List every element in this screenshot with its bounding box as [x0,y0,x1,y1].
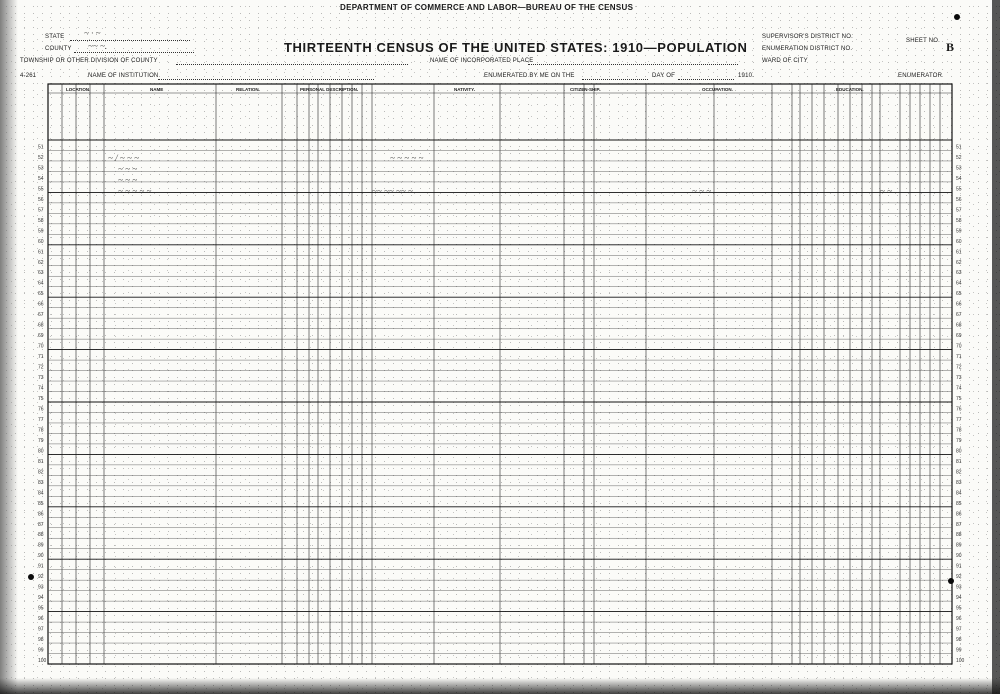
enumeration-district-label: ENUMERATION DISTRICT NO. [762,46,853,52]
row-number-right: 67 [956,312,962,319]
punch-hole [28,574,34,580]
row-number-left: 59 [38,228,44,235]
row-number-right: 58 [956,217,962,224]
row-number-left: 61 [38,249,44,256]
row-number-left: 89 [38,542,44,549]
section-personal: PERSONAL DESCRIPTION. [300,87,359,92]
row-number-left: 67 [38,312,44,319]
row-number-left: 76 [38,406,44,413]
department-line: DEPARTMENT OF COMMERCE AND LABOR—BUREAU OF THE CENSUS [340,3,634,12]
entry-row-1-nativity: ~ ~ ~ ~ ~ [390,153,424,163]
row-number-right: 88 [956,532,962,539]
row-number-left: 74 [38,385,44,392]
sheet-label: SHEET NO. [906,38,941,44]
row-number-left: 100 [38,658,47,664]
enumerated-label: ENUMERATED BY ME ON THE [484,73,575,79]
row-number-right: 76 [956,406,962,413]
entry-row-4-occupation: ~ ~ ~ [692,186,712,196]
row-number-left: 71 [38,354,44,361]
incorporated-place-label: NAME OF INCORPORATED PLACE [430,58,534,64]
row-number-left: 72 [38,364,44,371]
row-number-right: 63 [956,270,962,277]
row-number-left: 66 [38,301,44,308]
entry-row-3: ~ ~ ~ [118,175,138,185]
row-number-left: 58 [38,217,44,224]
row-number-left: 80 [38,448,44,455]
row-number-right: 99 [956,647,962,654]
entry-row-4: ~ ~ ~ ~ ~ [118,186,152,196]
institution-label: NAME OF INSTITUTION [88,73,159,79]
ward-label: WARD OF CITY [762,58,808,64]
row-number-left: 96 [38,616,44,623]
row-number-left: 51 [38,144,44,151]
row-number-left: 63 [38,270,44,277]
row-number-left: 57 [38,207,44,214]
entry-row-2: ~ ~ ~ [118,164,138,174]
row-number-left: 86 [38,511,44,518]
row-number-left: 91 [38,563,44,570]
scan-edge-left [0,0,18,694]
entry-row-4-education: ~ ~ [880,186,892,196]
section-nativity: NATIVITY. [454,87,475,92]
row-number-right: 71 [956,354,962,361]
row-number-right: 98 [956,637,962,644]
row-number-left: 60 [38,238,44,245]
row-number-right: 74 [956,385,962,392]
row-number-right: 73 [956,375,962,382]
punch-hole [948,578,954,584]
row-number-right: 61 [956,249,962,256]
row-number-right: 66 [956,301,962,308]
scan-edge-right [992,0,1000,694]
row-number-left: 87 [38,521,44,528]
row-number-left: 64 [38,280,44,287]
row-number-right: 65 [956,291,962,298]
state-handwriting: ~ · ~ [84,28,101,38]
entry-row-4-nativity: ~~ ~~ ~~ ~ [372,186,413,196]
row-number-right: 83 [956,479,962,486]
row-number-right: 95 [956,605,962,612]
row-number-left: 55 [38,186,44,193]
scan-edge-bottom [0,678,1000,694]
supervisor-district-label: SUPERVISOR'S DISTRICT NO. [762,34,853,40]
page-title: THIRTEENTH CENSUS OF THE UNITED STATES: 1910—POPULATION [284,40,748,55]
row-number-left: 82 [38,469,44,476]
county-label: COUNTY [45,46,72,52]
row-number-left: 90 [38,553,44,560]
row-number-left: 83 [38,479,44,486]
row-number-right: 85 [956,500,962,507]
row-number-left: 78 [38,427,44,434]
row-number-left: 88 [38,532,44,539]
section-relation: RELATION. [236,87,260,92]
row-number-right: 87 [956,521,962,528]
row-number-right: 77 [956,416,962,423]
punch-hole [954,14,960,20]
township-label: TOWNSHIP OR OTHER DIVISION OF COUNTY [20,58,158,64]
row-number-right: 81 [956,458,962,465]
form-number: 4-261 [20,73,37,79]
row-number-right: 53 [956,165,962,172]
row-number-right: 100 [956,658,965,664]
row-number-right: 89 [956,542,962,549]
row-number-right: 80 [956,448,962,455]
row-number-right: 54 [956,175,962,182]
county-handwriting: ~~ ~. [88,41,108,51]
row-number-left: 73 [38,375,44,382]
row-number-left: 68 [38,322,44,329]
row-number-left: 99 [38,647,44,654]
row-number-left: 97 [38,626,44,633]
row-number-right: 59 [956,228,962,235]
row-number-right: 52 [956,154,962,161]
row-number-right: 57 [956,207,962,214]
row-number-left: 94 [38,595,44,602]
year-label: 1910. [738,73,755,79]
row-number-right: 51 [956,144,962,151]
row-number-right: 64 [956,280,962,287]
enumerator-label: ENUMERATOR [898,73,943,79]
row-number-right: 90 [956,553,962,560]
section-citizenship: CITIZEN-SHIP. [570,87,601,92]
row-number-right: 93 [956,584,962,591]
row-number-right: 94 [956,595,962,602]
row-number-right: 56 [956,196,962,203]
row-number-right: 69 [956,333,962,340]
section-education: EDUCATION. [836,87,864,92]
row-number-right: 79 [956,437,962,444]
row-number-right: 60 [956,238,962,245]
row-number-right: 55 [956,186,962,193]
row-number-left: 65 [38,291,44,298]
day-label: DAY OF [652,73,675,79]
row-number-right: 97 [956,626,962,633]
row-number-right: 86 [956,511,962,518]
row-number-right: 84 [956,490,962,497]
row-number-left: 77 [38,416,44,423]
row-number-right: 68 [956,322,962,329]
row-number-right: 72 [956,364,962,371]
section-location: LOCATION. [66,87,91,92]
row-number-left: 81 [38,458,44,465]
row-number-left: 56 [38,196,44,203]
row-number-right: 70 [956,343,962,350]
sheet-letter: B [946,40,955,54]
entry-row-1: ~ / ~ ~ ~ [108,153,139,163]
row-number-right: 62 [956,259,962,266]
row-number-right: 92 [956,574,962,581]
state-label: STATE [45,34,65,40]
row-number-left: 52 [38,154,44,161]
row-number-left: 79 [38,437,44,444]
row-number-left: 62 [38,259,44,266]
row-number-right: 91 [956,563,962,570]
row-number-left: 53 [38,165,44,172]
section-name: NAME [150,87,164,92]
row-number-left: 69 [38,333,44,340]
section-occupation: OCCUPATION. [702,87,733,92]
row-number-right: 96 [956,616,962,623]
row-number-left: 98 [38,637,44,644]
row-number-right: 75 [956,396,962,402]
row-number-left: 84 [38,490,44,497]
row-number-right: 82 [956,469,962,476]
row-number-left: 85 [38,500,44,507]
row-number-left: 75 [38,396,44,402]
row-number-left: 92 [38,574,44,581]
row-number-left: 70 [38,343,44,350]
row-number-right: 78 [956,427,962,434]
row-number-left: 95 [38,605,44,612]
row-number-left: 93 [38,584,44,591]
row-number-left: 54 [38,175,44,182]
